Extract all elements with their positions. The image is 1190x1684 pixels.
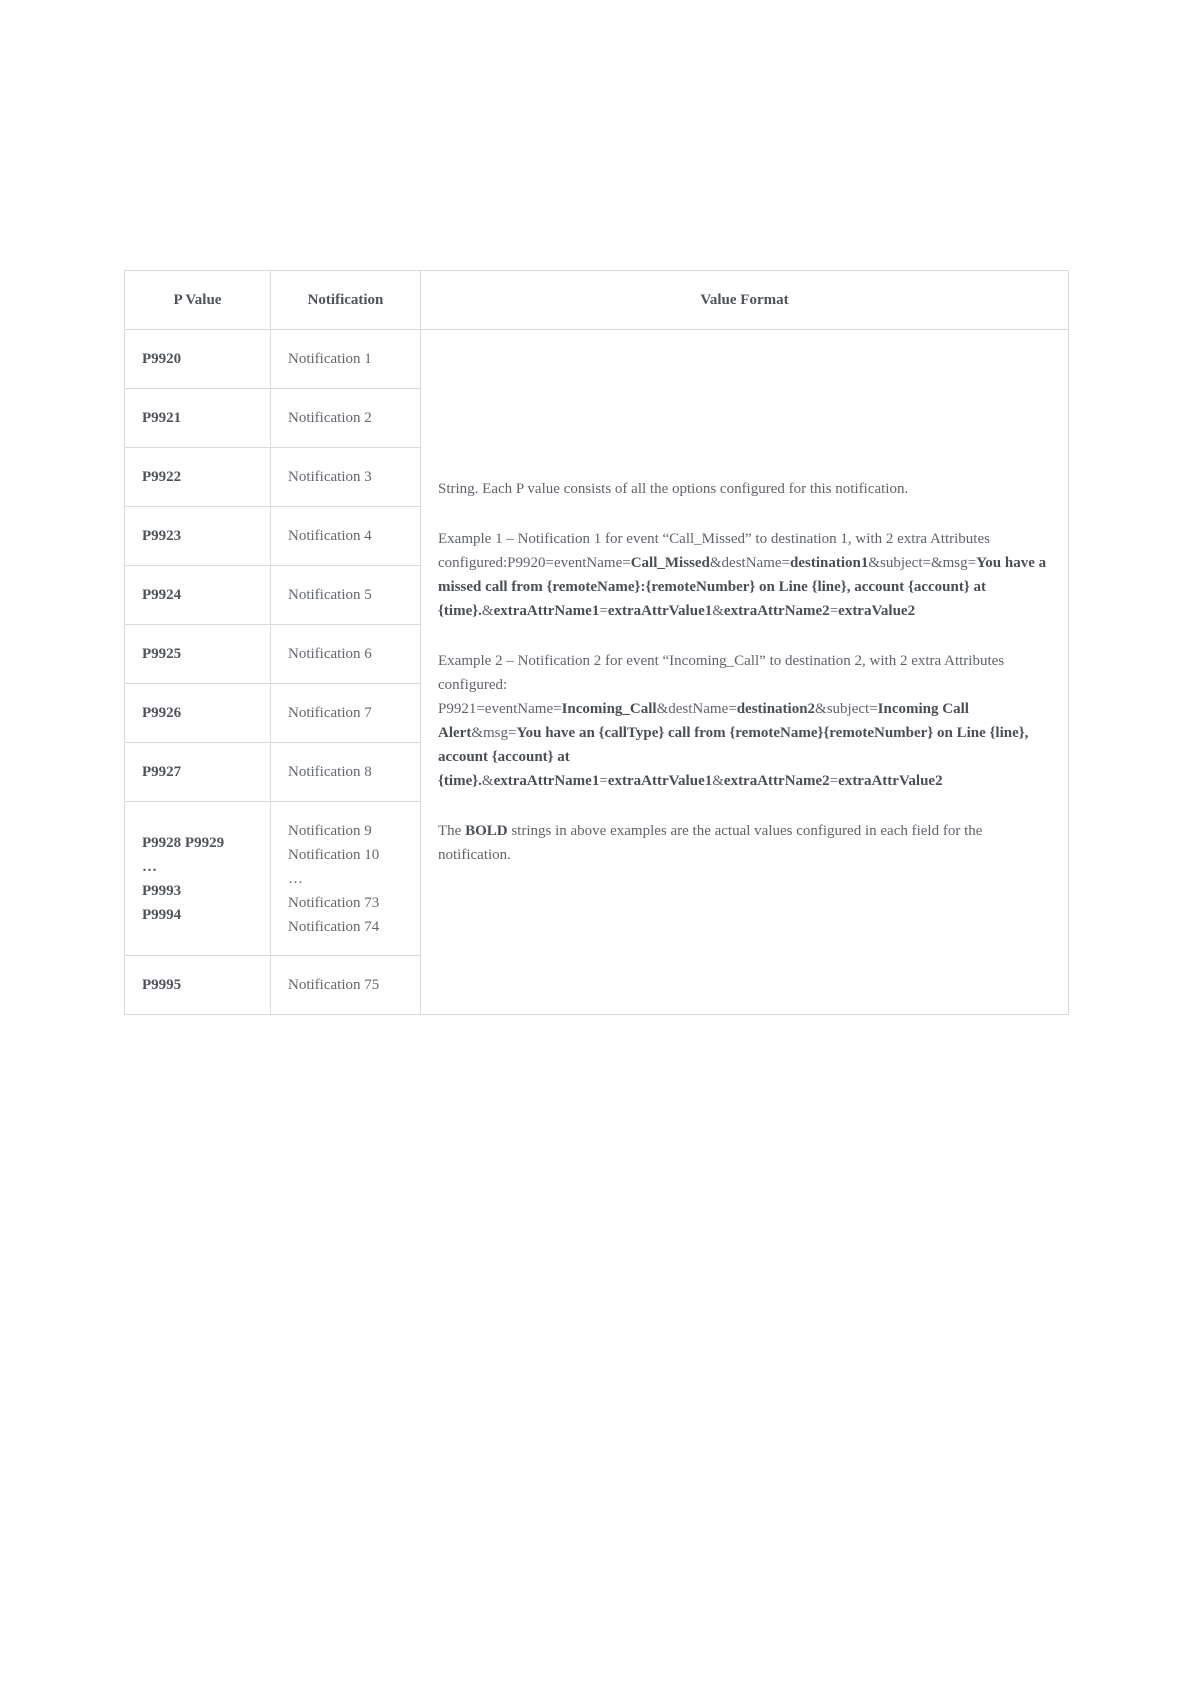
- p-value-cell: P9921: [125, 389, 271, 448]
- notification-line: Notification 74: [288, 918, 380, 935]
- p-value-cell: P9923: [125, 507, 271, 566]
- p-value-table: [124, 270, 1069, 1015]
- p-value-range-cell: [125, 802, 271, 956]
- notification-cell: Notification 1: [271, 330, 421, 389]
- format-example-1: Example 1 – Notification 1 for event “Call_Missed” to destination 1, with 2 extra Attributes configured:P9920=eventName=Call_Missed&destName=destination1&subject=&msg=You have a missed call from {remoteName}:{remoteNumber} on Line {line}, account {account} at {time}.&extraAttrName1=extraAttrValue1&extraAttrName2=extraValue2: [438, 531, 1047, 619]
- notification-cell: Notification 75: [271, 956, 421, 1015]
- p-value-line: …: [142, 858, 157, 875]
- header-p-value: P Value: [125, 271, 271, 330]
- notification-cell: Notification 2: [271, 389, 421, 448]
- notification-line: Notification 73: [288, 894, 380, 911]
- notification-cell: Notification 7: [271, 684, 421, 743]
- notification-cell: Notification 5: [271, 566, 421, 625]
- p-value-line: P9994: [142, 906, 182, 923]
- p-value-cell: P9925: [125, 625, 271, 684]
- p-value-cell: P9926: [125, 684, 271, 743]
- p-value-line: P9993: [142, 882, 182, 899]
- table-row: [125, 330, 1069, 389]
- notification-range-cell: [271, 802, 421, 956]
- table-header-row: [125, 271, 1069, 330]
- header-notification: Notification: [271, 271, 421, 330]
- p-value-cell: P9920: [125, 330, 271, 389]
- notification-cell: Notification 4: [271, 507, 421, 566]
- value-format-cell: [421, 330, 1069, 1015]
- notification-cell: Notification 8: [271, 743, 421, 802]
- notification-line: Notification 9: [288, 822, 372, 839]
- p-value-line: P9928 P9929: [142, 834, 225, 851]
- format-note: The BOLD strings in above examples are the actual values configured in each field for the notification.: [438, 823, 983, 863]
- p-value-cell: P9995: [125, 956, 271, 1015]
- notification-line: Notification 10: [288, 846, 380, 863]
- p-value-cell: P9927: [125, 743, 271, 802]
- p-value-cell: P9922: [125, 448, 271, 507]
- notification-line: …: [288, 870, 303, 887]
- p-value-cell: P9924: [125, 566, 271, 625]
- notification-cell: Notification 3: [271, 448, 421, 507]
- format-example-2: Example 2 – Notification 2 for event “Incoming_Call” to destination 2, with 2 extra Attributes configured: P9921=eventName=Incoming_Call&destName=destination2&subject=Incoming Call Alert&msg=You have an {callType} call from {remoteName}{remoteNumber} on Line {line}, account {account} at {time}.&extraAttrName1=extraAttrValue1&extraAttrName2=extraAttrValue2: [438, 653, 1029, 789]
- notification-cell: Notification 6: [271, 625, 421, 684]
- header-value-format: Value Format: [421, 271, 1069, 330]
- format-intro: String. Each P value consists of all the options configured for this notification.: [438, 481, 909, 497]
